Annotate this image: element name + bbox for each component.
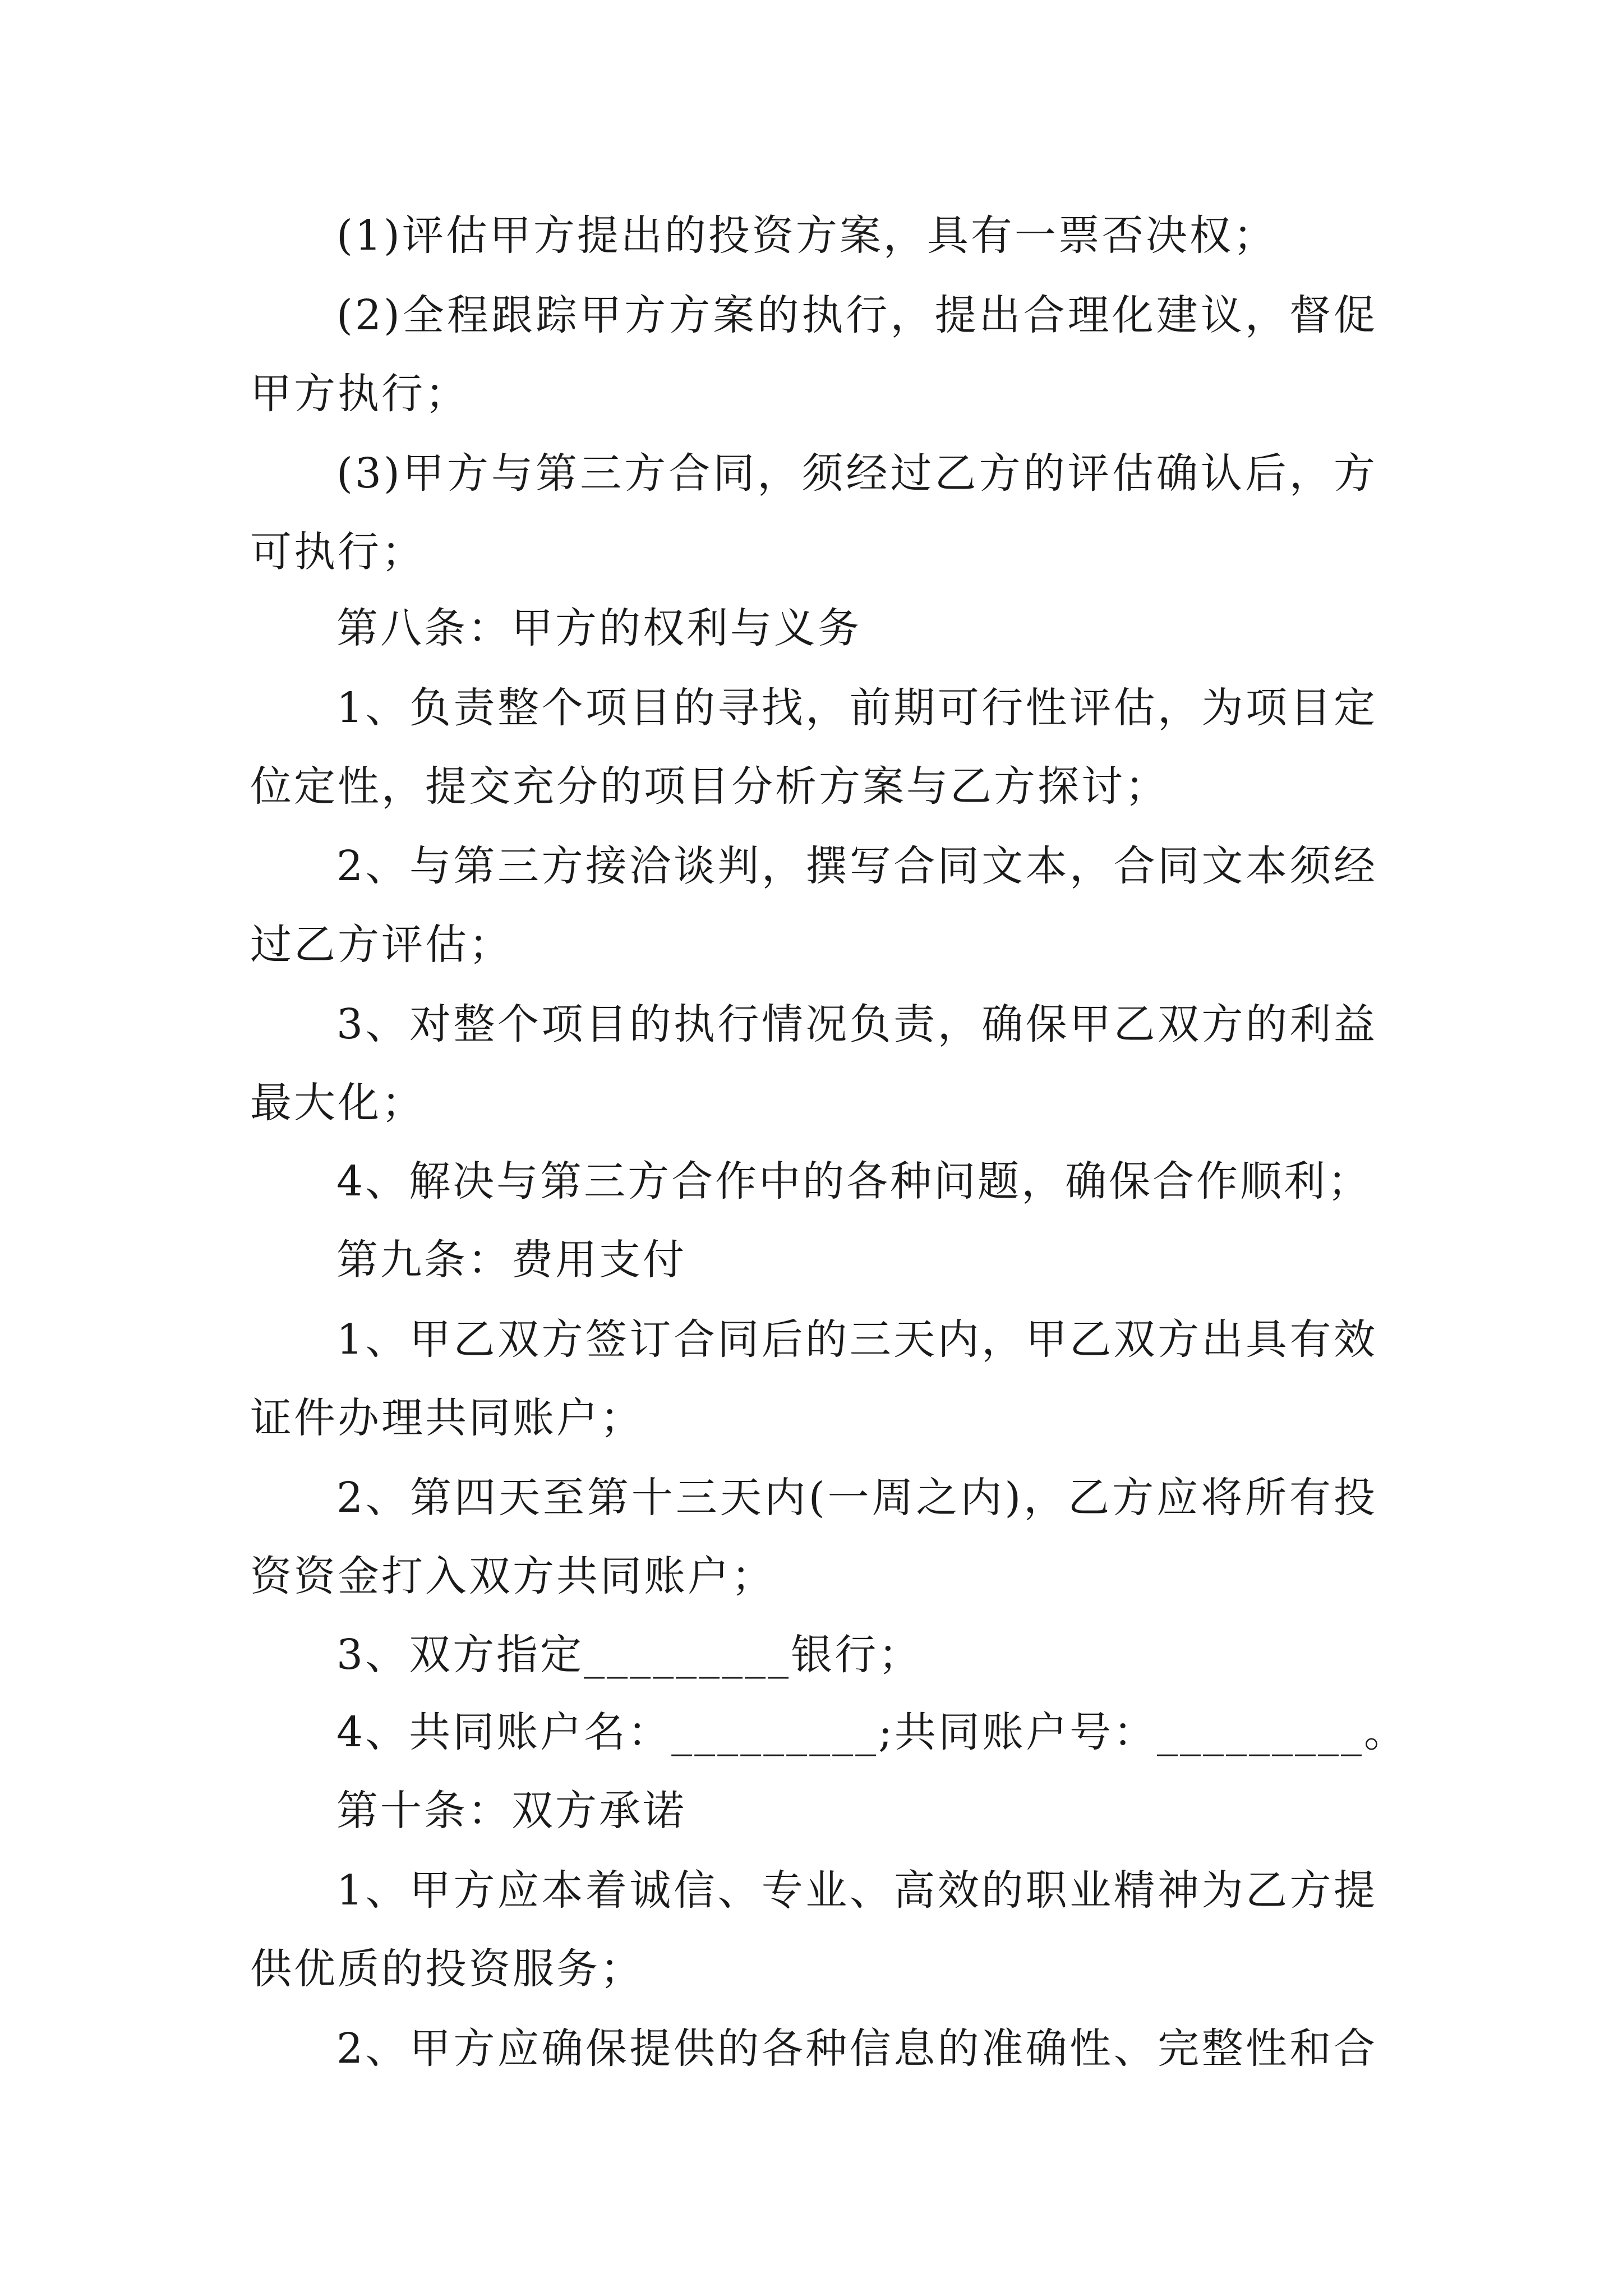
clause-7-item-1: (1)评估甲方提出的投资方案，具有一票否决权； — [336, 211, 1277, 260]
clause-8-item-3-line-1: 3、对整个项目的执行情况负责，确保甲乙双方的利益 — [336, 1000, 1377, 1048]
clause-8-item-4: 4、解决与第三方合作中的各种问题，确保合作顺利； — [336, 1157, 1372, 1205]
clause-7-item-2-line-2: 甲方执行； — [250, 370, 469, 418]
clause-8-item-2-line-2: 过乙方评估； — [250, 921, 513, 969]
clause-9-item-2-line-2: 资资金打入双方共同账户； — [250, 1552, 775, 1600]
clause-9-item-1-line-1: 1、甲乙双方签订合同后的三天内，甲乙双方出具有效 — [336, 1315, 1377, 1364]
clause-8-item-3-line-2: 最大化； — [250, 1079, 425, 1127]
clause-8-item-1-line-2: 位定性，提交充分的项目分析方案与乙方探讨； — [250, 762, 1169, 811]
clause-10-item-1-line-1: 1、甲方应本着诚信、专业、高效的职业精神为乙方提 — [336, 1866, 1377, 1915]
clause-8-heading: 第八条：甲方的权利与义务 — [336, 604, 861, 652]
clause-9-heading: 第九条：费用支付 — [336, 1236, 686, 1284]
clause-7-item-3-line-2: 可执行； — [250, 528, 425, 576]
clause-9-item-3: 3、双方指定_________银行； — [336, 1631, 923, 1679]
clause-9-item-4: 4、共同账户名：_________;共同账户号：_________。 — [336, 1708, 1408, 1756]
clause-8-item-2-line-1: 2、与第三方接洽谈判，撰写合同文本，合同文本须经 — [336, 842, 1377, 890]
clause-8-item-1-line-1: 1、负责整个项目的寻找，前期可行性评估，为项目定 — [336, 684, 1377, 732]
clause-10-item-1-line-2: 供优质的投资服务； — [250, 1945, 644, 1993]
clause-7-item-2-line-1: (2)全程跟踪甲方方案的执行，提出合理化建议，督促 — [336, 291, 1377, 339]
clause-7-item-3-line-1: (3)甲方与第三方合同，须经过乙方的评估确认后，方 — [336, 449, 1377, 498]
clause-9-item-2-line-1: 2、第四天至第十三天内(一周之内)，乙方应将所有投 — [336, 1474, 1377, 1522]
clause-10-heading: 第十条：双方承诺 — [336, 1787, 686, 1835]
clause-9-item-1-line-2: 证件办理共同账户； — [250, 1394, 644, 1442]
clause-10-item-2-line-1: 2、甲方应确保提供的各种信息的准确性、完整性和合 — [336, 2024, 1377, 2073]
